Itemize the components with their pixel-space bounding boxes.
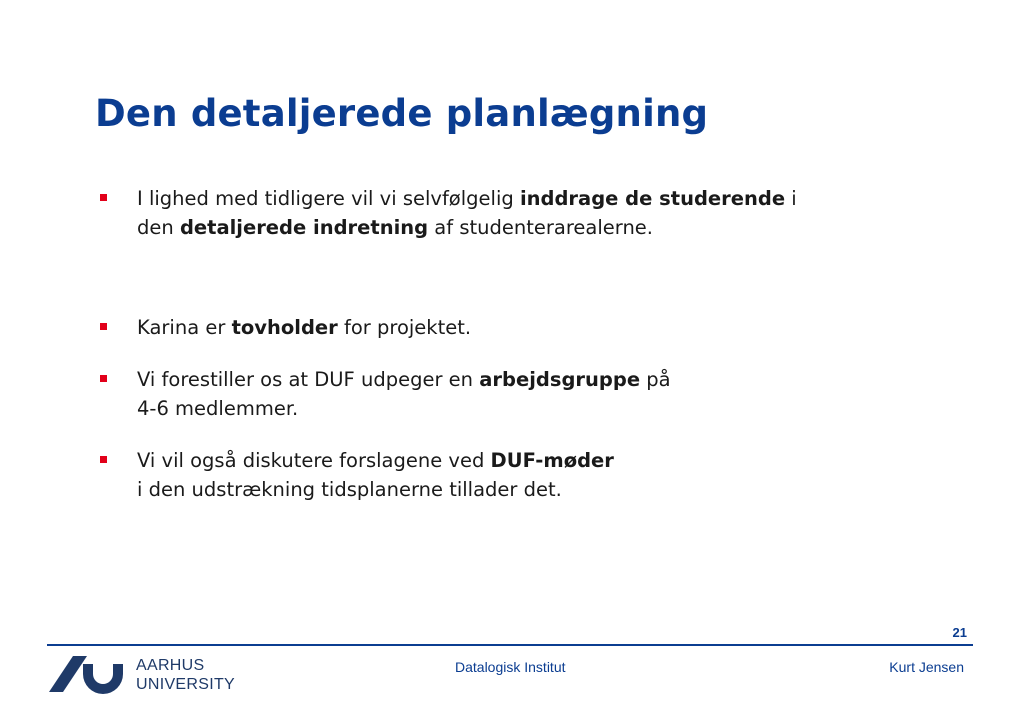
- footer-divider: [47, 644, 973, 646]
- bullet-line: [137, 365, 960, 394]
- bullet-line: [137, 394, 960, 423]
- page-number: 21: [952, 625, 967, 640]
- bullet-text: i: [785, 187, 797, 210]
- bullet-line: [137, 313, 960, 342]
- bullet-item: [100, 184, 960, 242]
- bullet-line: [137, 475, 960, 504]
- bullet-line: [137, 213, 960, 242]
- bullet-item: [100, 313, 960, 342]
- bullet-line: [137, 184, 960, 213]
- bullet-text-bold: DUF-møder: [490, 449, 614, 472]
- wordmark-line-1: AARHUS: [136, 657, 205, 674]
- bullet-text: på: [640, 368, 671, 391]
- wordmark-line-2: UNIVERSITY: [136, 676, 236, 693]
- bullet-text: i den udstrækning tidsplanerne tillader det.: [137, 478, 562, 501]
- bullet-line: [137, 446, 960, 475]
- footer-institute: Datalogisk Institut: [455, 659, 566, 675]
- bullet-text-bold: tovholder: [231, 316, 338, 339]
- bullet-item: [100, 446, 960, 504]
- bullet-text: Vi vil også diskutere forslagene ved: [137, 449, 491, 472]
- bullet-text: den: [137, 216, 180, 239]
- bullet-list: [100, 184, 960, 504]
- university-wordmark: [136, 656, 235, 694]
- footer-author: Kurt Jensen: [889, 659, 964, 675]
- bullet-text: 4-6 medlemmer.: [137, 397, 299, 420]
- bullet-text: Karina er: [137, 316, 232, 339]
- bullet-item: [100, 365, 960, 423]
- bullet-text: for projektet.: [337, 316, 472, 339]
- bullet-text-bold: detaljerede indretning: [179, 216, 429, 239]
- bullet-marker: [100, 323, 107, 330]
- bullet-text: Vi forestiller os at DUF udpeger en: [137, 368, 480, 391]
- bullet-marker: [100, 456, 107, 463]
- bullet-text: af studenterarealerne.: [428, 216, 654, 239]
- slide-title: Den detaljerede planlægning: [95, 92, 709, 135]
- bullet-text-bold: inddrage de studerende: [519, 187, 786, 210]
- bullet-marker: [100, 375, 107, 382]
- aarhus-university-logo-icon: [47, 654, 123, 694]
- bullet-text-bold: arbejdsgruppe: [479, 368, 641, 391]
- bullet-text: I lighed med tidligere vil vi selvfølgelig: [137, 187, 520, 210]
- bullet-marker: [100, 194, 107, 201]
